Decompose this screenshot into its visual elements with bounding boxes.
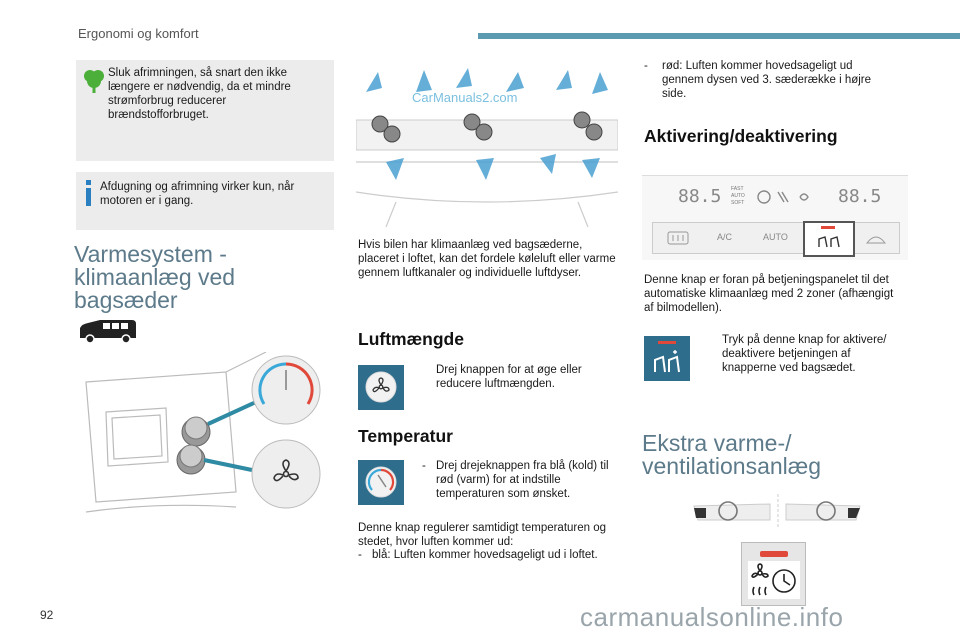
- rear-controls-illustration: [76, 352, 334, 518]
- front-defrost-icon[interactable]: [865, 231, 887, 245]
- panel-status-icons: [756, 188, 824, 206]
- eco-note-box: [76, 60, 334, 161]
- temperature-knob-tile: [358, 460, 404, 505]
- bullet-arrow-icon: [708, 333, 722, 375]
- temperature-title: Temperatur: [358, 426, 453, 446]
- temperature-knob-icon: [364, 465, 398, 499]
- airflow-title: Luftmængde: [358, 329, 464, 349]
- ceiling-vents-illustration: [356, 62, 618, 230]
- rear-seat-fan-icon: [651, 348, 683, 376]
- heater-indicator: [760, 551, 788, 557]
- image-watermark: CarManuals2.com: [412, 90, 518, 105]
- activation-instruction: Tryk på denne knap for aktivere/ deaktivere betjeningen af knapperne ved bagsædet.: [708, 333, 908, 375]
- ac-button[interactable]: A/C: [717, 232, 733, 242]
- panel-soft-label: SOFT: [731, 200, 745, 206]
- rear-seat-fan-icon: [815, 231, 843, 249]
- tile-indicator: [658, 341, 676, 344]
- rear-control-tile: [644, 336, 690, 381]
- panel-display-left: 88.5: [678, 186, 722, 207]
- airflow-knob-tile: [358, 365, 404, 410]
- extra-heater-button-tile: [741, 542, 806, 606]
- heating-section-title: Varmesystem - klimaanlæg ved bagsæder: [74, 241, 236, 313]
- temperature-item-blue: - blå: Luften kommer hovedsageligt ud i loftet.: [358, 549, 598, 561]
- rear-control-indicator: [821, 226, 835, 229]
- activation-title: Aktivering/deaktivering: [644, 126, 838, 146]
- panel-auto-label: AUTO: [731, 193, 745, 199]
- rear-defrost-icon[interactable]: [667, 231, 689, 245]
- fan-knob-icon: [364, 370, 398, 404]
- steering-wheels-illustration: [690, 494, 864, 528]
- ceiling-intro-text: Hvis bilen har klimaanlæg ved bagsæderne, placeret i loftet, kan det fordele køleluft eller varme gennem luftkanaler og individuelle luftdyser.: [358, 239, 616, 279]
- panel-fast-label: FAST: [731, 186, 744, 192]
- bullet-arrow-icon: [422, 363, 436, 391]
- airflow-instruction: Drej knappen for at øge eller reducere luftmængden.: [422, 363, 620, 391]
- info-note-box: [76, 172, 334, 230]
- eco-note-text: Sluk afrimningen, så snart den ikke længere er nødvendig, da et mindre strømforbrug reducerer brændstofforbruget.: [108, 67, 291, 121]
- temperature-item-red: - rød: Luften kommer hovedsageligt ud gennem dysen ved 3. sæderække i højre side.: [644, 60, 872, 100]
- section-header: Ergonomi og komfort: [78, 26, 199, 41]
- info-note-text: Afdugning og afrimning virker kun, når motoren er i gang.: [100, 181, 295, 207]
- van-icon: [76, 318, 138, 344]
- page-number: 92: [40, 608, 54, 622]
- temperature-para: Denne knap regulerer samtidigt temperaturen og stedet, hvor luften kommer ud:: [358, 522, 607, 548]
- heater-timer-icon[interactable]: [748, 561, 800, 599]
- info-icon: [84, 180, 94, 206]
- temperature-instruction: - Drej drejeknappen fra blå (kold) til rød (varm) for at indstille temperaturen som ønsket.: [422, 460, 609, 500]
- header-accent-bar: [478, 33, 960, 39]
- auto-button[interactable]: AUTO: [763, 232, 788, 242]
- climate-panel-illustration: [642, 175, 908, 260]
- extra-heating-title: Ekstra varme-/ ventilationsanlæg: [642, 430, 822, 479]
- rear-control-button[interactable]: [803, 221, 855, 257]
- footer-watermark: carmanualsonline.info: [580, 602, 844, 632]
- panel-button-row: [652, 222, 900, 254]
- activation-desc: Denne knap er foran på betjeningspanelet til det automatiske klimaanlæg med 2 zoner (afhængigt af bilmodellen).: [644, 274, 894, 314]
- tree-icon: [82, 68, 106, 94]
- panel-display-right: 88.5: [838, 186, 882, 207]
